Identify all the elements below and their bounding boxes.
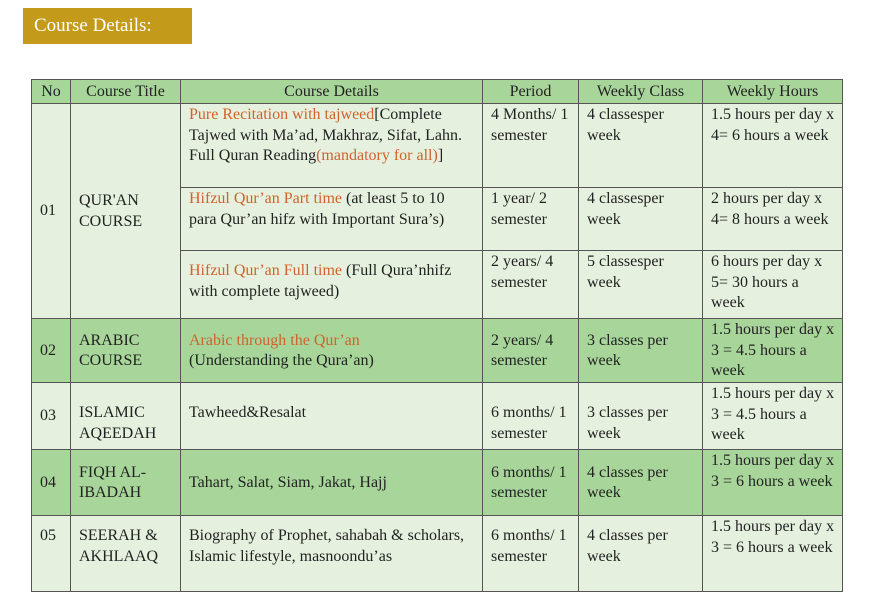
course-period: 6 months/ 1 semester: [483, 383, 579, 450]
course-period: 1 year/ 2 semester: [483, 188, 579, 251]
table-header-row: [32, 80, 843, 104]
header-course-details: Course Details: [181, 80, 483, 104]
course-detail-text: ]: [437, 147, 444, 164]
course-detail-text: [Complete Tajwed with Ma’ad, Makhraz, Sifat, Lahn. Full Quran Reading: [189, 106, 463, 164]
course-detail-text: (at least 5 to 10 para Qur’an hifz with Important Sura’s): [189, 190, 445, 228]
course-weekly-hours: 6 hours per day x 5= 30 hours a week: [703, 251, 843, 319]
course-period: 2 years/ 4 semester: [483, 319, 579, 383]
course-detail-text: (Understanding the Qura’an): [189, 352, 374, 369]
course-weekly-hours: 1.5 hours per day x 3 = 6 hours a week: [703, 450, 843, 516]
table-row: [32, 319, 843, 383]
table-row: [32, 516, 843, 592]
course-no: 02: [32, 319, 71, 383]
course-detail-highlight: Hifzul Qur’an Full time: [189, 262, 343, 279]
table-row: [32, 104, 843, 188]
course-detail-highlight: Arabic through the Qur’an: [189, 331, 360, 349]
table-row: [32, 450, 843, 516]
course-title: QUR'AN COURSE: [71, 104, 181, 319]
course-weekly-class: 5 classesper week: [579, 251, 703, 319]
course-detail: [181, 319, 483, 383]
course-detail: Tawheed&Resalat: [181, 383, 483, 450]
course-title: ISLAMIC AQEEDAH: [71, 383, 181, 450]
course-detail: [181, 188, 483, 251]
course-weekly-hours: 1.5 hours per day x 3 = 6 hours a week: [703, 516, 843, 592]
course-no: 05: [32, 516, 71, 592]
course-no: 04: [32, 450, 71, 516]
course-no: 01: [32, 104, 71, 319]
course-title: FIQH AL-IBADAH: [71, 450, 181, 516]
course-weekly-class: 4 classesper week: [579, 188, 703, 251]
section-heading: Course Details:: [23, 8, 192, 44]
header-weekly-hours: Weekly Hours: [703, 80, 843, 104]
course-weekly-class: 4 classes per week: [579, 516, 703, 592]
course-weekly-hours: 2 hours per day x 4= 8 hours a week: [703, 188, 843, 251]
header-weekly-class: Weekly Class: [579, 80, 703, 104]
course-period: 4 Months/ 1 semester: [483, 104, 579, 188]
course-no: 03: [32, 383, 71, 450]
course-title: SEERAH & AKHLAAQ: [71, 516, 181, 592]
course-period: 6 months/ 1 semester: [483, 516, 579, 592]
course-detail: [181, 251, 483, 319]
course-period: 6 months/ 1 semester: [483, 450, 579, 516]
course-detail-text: (Full Qura’nhifz with complete tajweed): [189, 262, 452, 300]
course-detail-highlight: Hifzul Qur’an Part time: [189, 190, 342, 207]
course-weekly-class: 3 classes per week: [579, 383, 703, 450]
course-detail-highlight: (mandatory for all): [316, 147, 438, 164]
header-course-title: Course Title: [71, 80, 181, 104]
course-detail-highlight: Pure Recitation with tajweed: [189, 106, 375, 123]
header-no: No: [32, 80, 71, 104]
course-detail: Biography of Prophet, sahabah & scholars, Islamic lifestyle, masnoondu’as: [181, 516, 483, 592]
course-weekly-hours: 1.5 hours per day x 3 = 4.5 hours a week: [703, 319, 843, 383]
course-period: 2 years/ 4 semester: [483, 251, 579, 319]
course-weekly-class: 4 classesper week: [579, 104, 703, 188]
course-weekly-hours: 1.5 hours per day x 4= 6 hours a week: [703, 104, 843, 188]
course-weekly-class: 4 classes per week: [579, 450, 703, 516]
course-weekly-hours: 1.5 hours per day x 3 = 4.5 hours a week: [703, 383, 843, 450]
course-detail: Tahart, Salat, Siam, Jakat, Hajj: [181, 450, 483, 516]
table-row: [32, 383, 843, 450]
header-period: Period: [483, 80, 579, 104]
course-title: ARABIC COURSE: [71, 319, 181, 383]
course-table: [31, 79, 843, 592]
course-weekly-class: 3 classes per week: [579, 319, 703, 383]
course-detail: [181, 104, 483, 188]
